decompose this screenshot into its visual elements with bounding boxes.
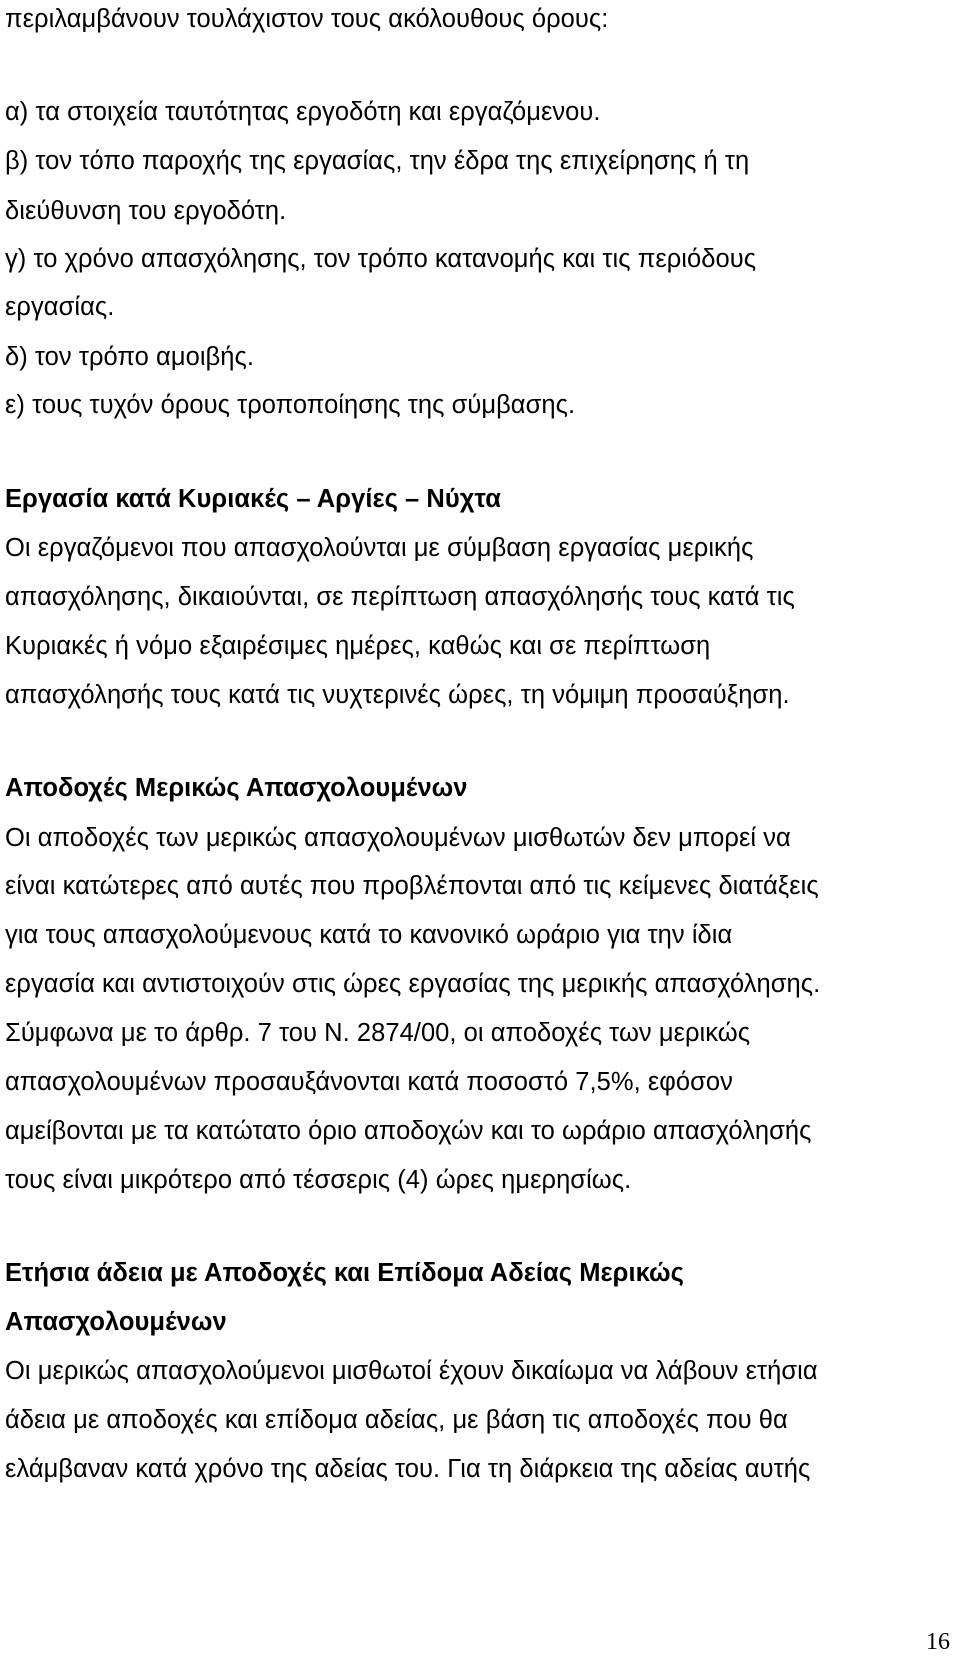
- paragraph-line: απασχόλησής τους κατά τις νυχτερινές ώρες, τη νόμιμη προσαύξηση.: [5, 681, 790, 709]
- paragraph-line: άδεια με αποδοχές και επίδομα αδείας, με βάση τις αποδοχές που θα: [5, 1406, 788, 1434]
- list-item: δ) τον τρόπο αμοιβής.: [5, 343, 254, 371]
- paragraph-line: αμείβονται με τα κατώτατο όριο αποδοχών και το ωράριο απασχόλησής: [5, 1117, 812, 1145]
- paragraph-line: απασχόλησης, δικαιούνται, σε περίπτωση απασχόλησής τους κατά τις: [5, 583, 795, 611]
- list-item: διεύθυνση του εργοδότη.: [5, 197, 287, 225]
- list-item: ε) τους τυχόν όρους τροποποίησης της σύμβασης.: [5, 391, 576, 419]
- paragraph-line: ελάμβαναν κατά χρόνο της αδείας του. Για τη διάρκεια της αδείας αυτής: [5, 1455, 811, 1483]
- paragraph-line: απασχολουμένων προσαυξάνονται κατά ποσοστό 7,5%, εφόσον: [5, 1068, 733, 1096]
- list-item: β) τον τόπο παροχής της εργασίας, την έδρα της επιχείρησης ή τη: [5, 147, 750, 175]
- list-item: α) τα στοιχεία ταυτότητας εργοδότη και εργαζόμενου.: [5, 98, 601, 126]
- paragraph-line: Σύμφωνα με το άρθρ. 7 του Ν. 2874/00, οι αποδοχές των μερικώς: [5, 1019, 751, 1047]
- paragraph-line: τους είναι μικρότερο από τέσσερις (4) ώρες ημερησίως.: [5, 1166, 632, 1194]
- paragraph-line: είναι κατώτερες από αυτές που προβλέπονται από τις κείμενες διατάξεις: [5, 872, 819, 900]
- paragraph-line: Οι μερικώς απασχολούμενοι μισθωτοί έχουν δικαίωμα να λάβουν ετήσια: [5, 1357, 818, 1385]
- intro-line: περιλαμβάνουν τουλάχιστον τους ακόλουθους όρους:: [5, 5, 609, 33]
- paragraph-line: Κυριακές ή νόμο εξαιρέσιμες ημέρες, καθώς και σε περίπτωση: [5, 632, 711, 660]
- paragraph-line: για τους απασχολούμενους κατά το κανονικό ωράριο για την ίδια: [5, 921, 733, 949]
- section-heading: Εργασία κατά Κυριακές – Αργίες – Νύχτα: [5, 485, 501, 513]
- section-heading: Απασχολουμένων: [5, 1308, 227, 1336]
- page-number: 16: [926, 1629, 950, 1655]
- list-item: εργασίας.: [5, 293, 115, 321]
- section-heading: Αποδοχές Μερικώς Απασχολουμένων: [5, 774, 468, 802]
- list-item: γ) το χρόνο απασχόλησης, τον τρόπο κατανομής και τις περιόδους: [5, 245, 757, 273]
- section-heading: Ετήσια άδεια με Αποδοχές και Επίδομα Αδείας Μερικώς: [5, 1259, 684, 1287]
- paragraph-line: Οι αποδοχές των μερικώς απασχολουμένων μισθωτών δεν μπορεί να: [5, 824, 791, 852]
- paragraph-line: Οι εργαζόμενοι που απασχολούνται με σύμβαση εργασίας μερικής: [5, 534, 754, 562]
- paragraph-line: εργασία και αντιστοιχούν στις ώρες εργασίας της μερικής απασχόλησης.: [5, 970, 821, 998]
